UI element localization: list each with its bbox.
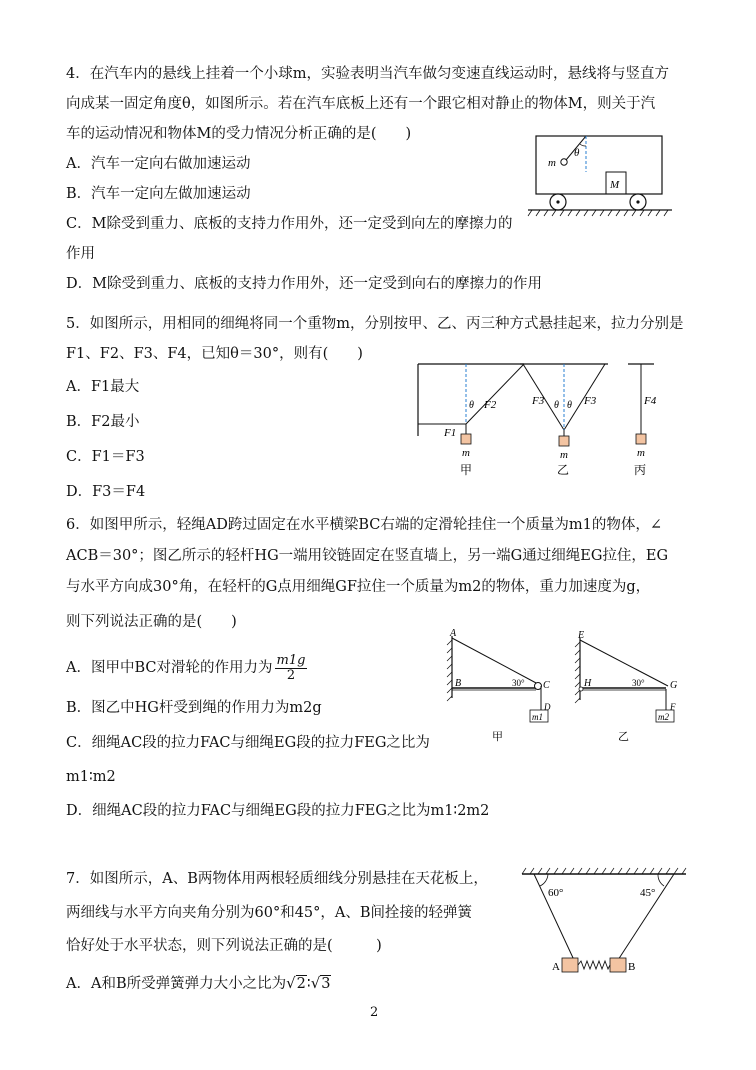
q5-option-a[interactable]: A．F1最大 bbox=[66, 379, 140, 395]
q6-option-b[interactable]: B．图乙中HG杆受到绳的作用力为m2g bbox=[66, 700, 322, 716]
q7-stem-line1: 7．如图所示，A、B两物体用两根轻质细线分别悬挂在天花板上， bbox=[66, 871, 488, 887]
q4-option-c-cont: 作用 bbox=[66, 246, 95, 262]
q4-fig-ball-label: m bbox=[548, 157, 556, 169]
q5-fig-f4: F4 bbox=[644, 395, 657, 407]
q6-fig-d: D bbox=[544, 702, 551, 712]
q6-option-a-denominator: 2 bbox=[286, 667, 296, 683]
q5-fig-theta-jia: θ bbox=[469, 400, 474, 411]
q7-sqrt-2-value: 2 bbox=[296, 976, 306, 992]
q7-sqrt-2: √2 bbox=[286, 974, 306, 992]
q4-fig-block-label: M bbox=[610, 179, 620, 191]
q6-fig-e: E bbox=[578, 630, 585, 641]
q4-option-c[interactable]: C．M除受到重力、底板的支持力作用外，还一定受到向左的摩擦力的 bbox=[66, 216, 513, 232]
q6-stem-line1: 6．如图甲所示，轻绳AD跨过固定在水平横梁BC右端的定滑轮挂住一个质量为m1的物体，∠ bbox=[66, 517, 662, 533]
q6-option-a[interactable] bbox=[66, 650, 309, 686]
q5-fig-m-bing: m bbox=[637, 447, 645, 459]
q7-spring-figure bbox=[518, 866, 690, 978]
q5-stem-line1: 5．如图所示，用相同的细绳将同一个重物m，分别按甲、乙、丙三种方式悬挂起来，拉力分别是 bbox=[66, 316, 684, 332]
q4-stem-line1: 4．在汽车内的悬线上挂着一个小球m，实验表明当汽车做匀变速直线运动时，悬线将与竖直方 bbox=[66, 66, 669, 82]
q6-stem-line3: 与水平方向成30°角，在轻杆的G点用细绳GF拉住一个质量为m2的物体，重力加速度为g， bbox=[66, 579, 651, 595]
q5-option-b[interactable]: B．F2最小 bbox=[66, 414, 140, 430]
q7-stem-line2: 两细线与水平方向夹角分别为60°和45°，A、B间拴接的轻弹簧 bbox=[66, 905, 473, 921]
q6-stem-line2: ACB＝30°；图乙所示的轻杆HG一端用铰链固定在竖直墙上，另一端G通过细绳EG拉住，EG bbox=[66, 548, 669, 564]
q6-option-c[interactable]: C．细绳AC段的拉力FAC与细绳EG段的拉力FEG之比为 bbox=[66, 735, 430, 751]
q5-fig-f1: F1 bbox=[444, 427, 457, 439]
q5-fig-theta-yi-left: θ bbox=[554, 400, 559, 411]
q6-fig-m1: m1 bbox=[532, 712, 543, 722]
q6-fig-b: B bbox=[455, 678, 462, 689]
q6-option-a-text: A．图甲中BC对滑轮的作用力为 bbox=[66, 660, 273, 676]
q6-option-a-fraction bbox=[275, 654, 308, 683]
q4-stem-line3: 车的运动情况和物体M的受力情况分析正确的是( ) bbox=[66, 126, 412, 142]
q6-fig-f: F bbox=[670, 702, 676, 712]
q4-fig-angle: θ bbox=[574, 147, 580, 159]
q4-car-figure bbox=[526, 132, 676, 218]
q5-fig-f2: F2 bbox=[484, 399, 497, 411]
q6-fig-h: H bbox=[584, 678, 592, 689]
q4-option-a[interactable]: A．汽车一定向右做加速运动 bbox=[66, 156, 251, 172]
q7-option-a-text: A．A和B所受弹簧弹力大小之比为 bbox=[66, 976, 287, 992]
q7-ratio-sep: ∶ bbox=[306, 976, 311, 992]
q7-fig-b: B bbox=[628, 961, 636, 973]
q5-fig-m-yi: m bbox=[560, 449, 568, 461]
q6-beam-figures bbox=[430, 628, 690, 746]
q5-hanging-figure bbox=[412, 356, 662, 486]
q6-option-a-numerator: m1g bbox=[276, 652, 306, 668]
q6-fig-c: C bbox=[543, 680, 550, 691]
q7-fig-angle-b: 45° bbox=[640, 887, 656, 899]
q6-option-c-cont: m1∶m2 bbox=[66, 769, 116, 785]
q4-option-d[interactable]: D．M除受到重力、底板的支持力作用外，还一定受到向右的摩擦力的作用 bbox=[66, 276, 542, 292]
q6-fig-angle1: 30° bbox=[512, 678, 525, 688]
q7-sqrt-3-value: 3 bbox=[321, 976, 331, 992]
q6-fig-label-jia: 甲 bbox=[492, 731, 503, 743]
q5-fig-m-jia: m bbox=[462, 447, 470, 459]
q6-stem-line4: 则下列说法正确的是( ) bbox=[66, 614, 237, 630]
q7-option-a[interactable] bbox=[66, 973, 331, 994]
q5-fig-label-yi: 乙 bbox=[557, 463, 570, 477]
q6-option-d[interactable]: D．细绳AC段的拉力FAC与细绳EG段的拉力FEG之比为m1∶2m2 bbox=[66, 803, 490, 819]
q6-fig-a: A bbox=[450, 628, 457, 639]
q5-stem-line2: F1、F2、F3、F4，已知θ＝30°，则有( ) bbox=[66, 346, 363, 362]
q5-option-c[interactable]: C．F1＝F3 bbox=[66, 449, 145, 465]
q7-sqrt-3: √3 bbox=[310, 974, 331, 992]
q4-option-b[interactable]: B．汽车一定向左做加速运动 bbox=[66, 186, 251, 202]
q6-fig-angle2: 30° bbox=[632, 678, 645, 688]
q5-fig-theta-yi-right: θ bbox=[567, 400, 572, 411]
q6-fig-label-yi: 乙 bbox=[618, 731, 629, 743]
q5-option-d[interactable]: D．F3＝F4 bbox=[66, 484, 146, 500]
q5-fig-label-bing: 丙 bbox=[634, 463, 647, 477]
q5-fig-f3-left: F3 bbox=[532, 395, 545, 407]
q7-fig-angle-a: 60° bbox=[548, 887, 564, 899]
q7-fig-a: A bbox=[552, 961, 560, 973]
q6-fig-g: G bbox=[670, 680, 678, 691]
q5-fig-f3-right: F3 bbox=[584, 395, 597, 407]
q6-fig-m2: m2 bbox=[658, 712, 669, 722]
q7-stem-line3: 恰好处于水平状态，则下列说法正确的是( ) bbox=[66, 938, 382, 954]
page-number: 2 bbox=[370, 1005, 379, 1020]
q5-fig-label-jia: 甲 bbox=[460, 463, 473, 477]
q4-stem-line2: 向成某一固定角度θ，如图所示。若在汽车底板上还有一个跟它相对静止的物体M，则关于汽 bbox=[66, 96, 656, 112]
